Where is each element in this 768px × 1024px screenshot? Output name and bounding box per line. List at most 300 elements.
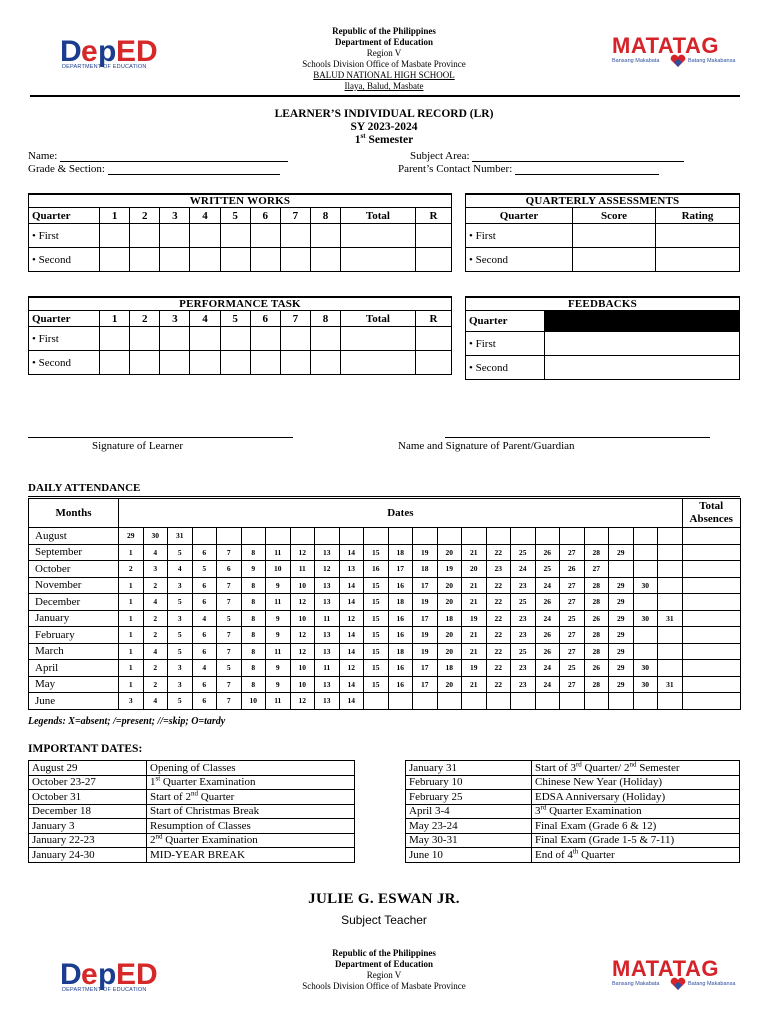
att-date-cell[interactable]: 23 [511, 577, 536, 594]
att-date-cell[interactable]: 24 [535, 660, 560, 677]
att-date-cell[interactable] [658, 643, 683, 660]
att-date-cell[interactable]: 5 [217, 660, 242, 677]
att-date-cell[interactable] [633, 693, 658, 710]
att-date-cell[interactable]: 14 [339, 544, 364, 561]
att-date-cell[interactable]: 11 [315, 610, 340, 627]
att-date-cell[interactable]: 6 [192, 676, 217, 693]
att-date-cell[interactable]: 22 [486, 594, 511, 611]
att-date-cell[interactable]: 11 [266, 643, 291, 660]
att-date-cell[interactable]: 8 [241, 660, 266, 677]
att-month-label: February [29, 627, 119, 644]
att-date-cell[interactable]: 5 [168, 594, 193, 611]
att-date-cell[interactable]: 7 [217, 676, 242, 693]
att-date-cell[interactable] [437, 528, 462, 545]
att-date-cell[interactable]: 1 [119, 660, 144, 677]
att-date-cell[interactable]: 6 [192, 544, 217, 561]
att-date-cell[interactable]: 2 [143, 577, 168, 594]
att-date-cell[interactable]: 26 [535, 544, 560, 561]
att-date-cell[interactable]: 29 [609, 610, 634, 627]
att-date-cell[interactable]: 13 [315, 643, 340, 660]
att-date-cell[interactable]: 21 [462, 594, 487, 611]
grade-section-field[interactable] [28, 163, 280, 175]
att-date-cell[interactable]: 19 [413, 643, 438, 660]
table-row [29, 819, 355, 834]
att-date-cell[interactable]: 17 [413, 676, 438, 693]
att-date-cell[interactable] [388, 693, 413, 710]
important-date: January 31 [406, 761, 532, 776]
att-date-cell[interactable]: 6 [217, 561, 242, 578]
att-date-cell[interactable]: 30 [633, 660, 658, 677]
att-date-cell[interactable]: 8 [241, 610, 266, 627]
footer-matatag-logo [612, 957, 752, 997]
att-date-cell[interactable]: 29 [609, 594, 634, 611]
att-date-cell[interactable] [462, 693, 487, 710]
att-date-cell[interactable]: 22 [486, 643, 511, 660]
table-row [29, 761, 355, 776]
att-date-cell[interactable]: 4 [168, 561, 193, 578]
att-date-cell[interactable]: 8 [241, 577, 266, 594]
att-date-cell[interactable]: 9 [266, 610, 291, 627]
att-date-cell[interactable]: 2 [143, 610, 168, 627]
att-date-cell[interactable] [364, 693, 389, 710]
att-date-cell[interactable]: 10 [290, 660, 315, 677]
att-date-cell[interactable]: 10 [266, 561, 291, 578]
att-date-cell[interactable]: 19 [413, 627, 438, 644]
att-date-cell[interactable]: 17 [413, 610, 438, 627]
att-date-cell[interactable]: 5 [168, 643, 193, 660]
att-date-cell[interactable]: 8 [241, 594, 266, 611]
att-date-cell[interactable]: 14 [339, 643, 364, 660]
att-date-cell[interactable]: 27 [560, 544, 585, 561]
att-date-cell[interactable]: 20 [437, 544, 462, 561]
att-date-cell[interactable]: 3 [168, 660, 193, 677]
att-date-cell[interactable]: 29 [609, 660, 634, 677]
att-date-cell[interactable] [486, 693, 511, 710]
att-date-cell[interactable] [609, 561, 634, 578]
att-date-cell[interactable]: 29 [119, 528, 144, 545]
att-date-cell[interactable]: 29 [609, 627, 634, 644]
att-date-cell[interactable]: 3 [168, 610, 193, 627]
att-date-cell[interactable]: 7 [217, 693, 242, 710]
att-date-cell[interactable]: 22 [486, 676, 511, 693]
att-date-cell[interactable]: 13 [315, 594, 340, 611]
att-date-cell[interactable]: 28 [584, 643, 609, 660]
svg-text:e: e [81, 958, 98, 991]
att-date-cell[interactable]: 15 [364, 610, 389, 627]
att-date-cell[interactable]: 29 [609, 643, 634, 660]
att-date-cell[interactable]: 15 [364, 676, 389, 693]
att-date-cell[interactable] [633, 643, 658, 660]
att-date-cell[interactable]: 19 [413, 544, 438, 561]
att-date-cell[interactable]: 21 [462, 577, 487, 594]
att-date-cell[interactable]: 29 [609, 676, 634, 693]
att-date-cell[interactable] [413, 528, 438, 545]
att-date-cell[interactable]: 24 [535, 610, 560, 627]
att-date-cell[interactable]: 6 [192, 594, 217, 611]
att-date-cell[interactable]: 15 [364, 544, 389, 561]
att-date-cell[interactable]: 17 [413, 660, 438, 677]
att-date-cell[interactable]: 16 [388, 577, 413, 594]
att-date-cell[interactable]: 7 [217, 577, 242, 594]
att-date-cell[interactable] [560, 693, 585, 710]
learner-signature-line[interactable] [28, 437, 293, 438]
att-date-cell[interactable]: 20 [437, 594, 462, 611]
att-date-cell[interactable]: 31 [168, 528, 193, 545]
att-date-cell[interactable]: 18 [413, 561, 438, 578]
att-date-cell[interactable]: 31 [658, 676, 683, 693]
att-date-cell[interactable]: 28 [584, 676, 609, 693]
att-date-cell[interactable]: 8 [241, 676, 266, 693]
att-date-cell[interactable] [217, 528, 242, 545]
att-date-cell[interactable]: 22 [486, 660, 511, 677]
att-date-cell[interactable]: 21 [462, 676, 487, 693]
att-date-cell[interactable] [241, 528, 266, 545]
att-date-cell[interactable] [658, 693, 683, 710]
att-date-cell[interactable] [658, 577, 683, 594]
att-date-cell[interactable] [658, 627, 683, 644]
att-date-cell[interactable]: 5 [168, 627, 193, 644]
att-date-cell[interactable]: 28 [584, 627, 609, 644]
att-total-absences-cell[interactable] [682, 693, 740, 710]
att-date-cell[interactable]: 7 [217, 544, 242, 561]
att-total-absences-cell[interactable] [682, 561, 740, 578]
att-total-absences-cell[interactable] [682, 594, 740, 611]
att-date-cell[interactable]: 1 [119, 610, 144, 627]
att-date-cell[interactable]: 27 [560, 676, 585, 693]
att-date-cell[interactable]: 25 [560, 660, 585, 677]
important-date: December 18 [29, 804, 147, 819]
att-date-cell[interactable]: 15 [364, 594, 389, 611]
att-date-cell[interactable]: 2 [143, 676, 168, 693]
table-row [29, 643, 741, 660]
att-date-cell[interactable]: 12 [290, 544, 315, 561]
att-date-cell[interactable]: 9 [241, 561, 266, 578]
att-date-cell[interactable]: 20 [462, 561, 487, 578]
att-date-cell[interactable]: 14 [339, 627, 364, 644]
att-total-absences-cell[interactable] [682, 643, 740, 660]
att-date-cell[interactable]: 13 [315, 693, 340, 710]
att-date-cell[interactable] [290, 528, 315, 545]
att-date-cell[interactable]: 4 [192, 610, 217, 627]
att-date-cell[interactable]: 30 [143, 528, 168, 545]
att-date-cell[interactable]: 26 [560, 561, 585, 578]
qa-row-second: • Second [466, 248, 573, 272]
att-total-absences-cell[interactable] [682, 627, 740, 644]
att-date-cell[interactable]: 22 [486, 577, 511, 594]
att-date-cell[interactable]: 28 [584, 594, 609, 611]
fb-row-second: • Second [466, 356, 545, 380]
parent-contact-field[interactable] [398, 163, 659, 175]
att-date-cell[interactable]: 15 [364, 643, 389, 660]
att-total-absences-cell[interactable] [682, 544, 740, 561]
att-date-cell[interactable]: 1 [119, 577, 144, 594]
att-date-cell[interactable]: 31 [658, 610, 683, 627]
att-date-cell[interactable]: 11 [266, 544, 291, 561]
att-date-cell[interactable]: 14 [339, 577, 364, 594]
att-date-cell[interactable]: 20 [437, 627, 462, 644]
att-date-cell[interactable]: 28 [584, 544, 609, 561]
table-row [466, 248, 740, 272]
att-date-cell[interactable]: 26 [535, 594, 560, 611]
att-total-absences-cell[interactable] [682, 528, 740, 545]
att-date-cell[interactable] [633, 528, 658, 545]
pt-header: 1 [100, 311, 130, 327]
qa-header-quarter: Quarter [466, 208, 573, 224]
att-date-cell[interactable]: 4 [192, 660, 217, 677]
att-date-cell[interactable]: 16 [364, 561, 389, 578]
att-date-cell[interactable]: 2 [143, 627, 168, 644]
svg-text:ED: ED [116, 35, 158, 68]
att-date-cell[interactable]: 1 [119, 643, 144, 660]
att-date-cell[interactable]: 6 [192, 577, 217, 594]
att-date-cell[interactable]: 4 [143, 594, 168, 611]
att-date-cell[interactable]: 21 [462, 643, 487, 660]
att-date-cell[interactable]: 12 [339, 660, 364, 677]
att-date-cell[interactable]: 19 [437, 561, 462, 578]
att-date-cell[interactable]: 5 [168, 693, 193, 710]
att-date-cell[interactable]: 9 [266, 577, 291, 594]
att-date-cell[interactable]: 23 [511, 660, 536, 677]
ww-header: 6 [250, 208, 280, 224]
att-date-cell[interactable]: 30 [633, 610, 658, 627]
att-date-cell[interactable]: 24 [535, 577, 560, 594]
att-date-cell[interactable]: 16 [388, 676, 413, 693]
att-date-cell[interactable]: 12 [290, 643, 315, 660]
att-date-cell[interactable] [633, 594, 658, 611]
subject-area-field[interactable] [410, 150, 684, 162]
att-date-cell[interactable]: 12 [290, 693, 315, 710]
att-date-cell[interactable]: 1 [119, 676, 144, 693]
att-date-cell[interactable]: 26 [535, 643, 560, 660]
att-date-cell[interactable]: 4 [143, 693, 168, 710]
att-date-cell[interactable] [511, 528, 536, 545]
att-total-absences-cell[interactable] [682, 676, 740, 693]
att-date-cell[interactable]: 20 [437, 676, 462, 693]
att-date-cell[interactable]: 4 [143, 544, 168, 561]
att-month-label: December [29, 594, 119, 611]
att-date-cell[interactable]: 23 [486, 561, 511, 578]
att-date-cell[interactable]: 25 [535, 561, 560, 578]
att-date-cell[interactable]: 16 [388, 627, 413, 644]
att-total-absences-cell[interactable] [682, 577, 740, 594]
att-date-cell[interactable]: 6 [192, 693, 217, 710]
att-date-cell[interactable]: 19 [413, 594, 438, 611]
att-date-cell[interactable] [364, 528, 389, 545]
att-date-cell[interactable]: 27 [560, 577, 585, 594]
att-date-cell[interactable]: 11 [266, 693, 291, 710]
att-date-cell[interactable]: 15 [364, 660, 389, 677]
att-date-cell[interactable]: 25 [511, 594, 536, 611]
att-date-cell[interactable]: 23 [511, 676, 536, 693]
att-date-cell[interactable] [658, 660, 683, 677]
att-total-absences-cell[interactable] [682, 610, 740, 627]
att-date-cell[interactable] [388, 528, 413, 545]
att-date-cell[interactable] [266, 528, 291, 545]
att-date-cell[interactable]: 2 [119, 561, 144, 578]
quarterly-assessments-title: QUARTERLY ASSESSMENTS [466, 194, 740, 208]
att-date-cell[interactable]: 29 [609, 577, 634, 594]
att-date-cell[interactable] [511, 693, 536, 710]
att-date-cell[interactable]: 7 [217, 643, 242, 660]
pt-header-total: Total [341, 311, 416, 327]
att-date-cell[interactable]: 26 [584, 610, 609, 627]
att-header-dates: Dates [119, 499, 683, 528]
att-date-cell[interactable]: 16 [388, 610, 413, 627]
att-date-cell[interactable] [658, 594, 683, 611]
att-date-cell[interactable]: 11 [290, 561, 315, 578]
att-date-cell[interactable]: 24 [511, 561, 536, 578]
att-date-cell[interactable]: 10 [290, 610, 315, 627]
att-date-cell[interactable] [633, 627, 658, 644]
att-date-cell[interactable]: 13 [315, 544, 340, 561]
att-date-cell[interactable]: 22 [486, 544, 511, 561]
att-date-cell[interactable]: 8 [241, 544, 266, 561]
att-date-cell[interactable]: 26 [584, 660, 609, 677]
att-date-cell[interactable]: 23 [511, 610, 536, 627]
att-date-cell[interactable]: 13 [315, 577, 340, 594]
att-date-cell[interactable]: 1 [119, 544, 144, 561]
att-date-cell[interactable] [535, 528, 560, 545]
att-date-cell[interactable]: 14 [339, 594, 364, 611]
att-header-months: Months [29, 499, 119, 528]
att-date-cell[interactable]: 6 [192, 627, 217, 644]
att-date-cell[interactable]: 12 [290, 594, 315, 611]
att-date-cell[interactable] [486, 528, 511, 545]
att-date-cell[interactable] [560, 528, 585, 545]
att-date-cell[interactable]: 9 [266, 660, 291, 677]
att-date-cell[interactable] [584, 693, 609, 710]
att-date-cell[interactable] [633, 544, 658, 561]
att-date-cell[interactable]: 1 [119, 627, 144, 644]
att-date-cell[interactable]: 9 [266, 627, 291, 644]
att-date-cell[interactable]: 22 [486, 627, 511, 644]
att-date-cell[interactable]: 13 [339, 561, 364, 578]
att-date-cell[interactable]: 6 [192, 643, 217, 660]
att-date-cell[interactable] [658, 561, 683, 578]
att-date-cell[interactable]: 3 [168, 676, 193, 693]
parent-signature-line[interactable] [445, 437, 710, 438]
att-date-cell[interactable] [609, 693, 634, 710]
att-date-cell[interactable] [658, 544, 683, 561]
att-date-cell[interactable]: 18 [388, 643, 413, 660]
att-date-cell[interactable]: 23 [511, 627, 536, 644]
att-date-cell[interactable]: 27 [560, 643, 585, 660]
att-total-absences-cell[interactable] [682, 660, 740, 677]
important-date: February 25 [406, 790, 532, 805]
att-date-cell[interactable]: 5 [192, 561, 217, 578]
att-date-cell[interactable]: 18 [388, 594, 413, 611]
att-date-cell[interactable]: 3 [143, 561, 168, 578]
att-date-cell[interactable]: 22 [486, 610, 511, 627]
important-date: August 29 [29, 761, 147, 776]
att-date-cell[interactable]: 28 [584, 577, 609, 594]
att-date-cell[interactable] [413, 693, 438, 710]
att-date-cell[interactable]: 21 [462, 627, 487, 644]
att-date-cell[interactable]: 10 [290, 676, 315, 693]
att-date-cell[interactable] [339, 528, 364, 545]
att-date-cell[interactable]: 12 [315, 561, 340, 578]
att-date-cell[interactable]: 19 [462, 610, 487, 627]
att-date-cell[interactable]: 14 [339, 693, 364, 710]
att-date-cell[interactable] [633, 561, 658, 578]
att-date-cell[interactable]: 4 [143, 643, 168, 660]
att-date-cell[interactable]: 19 [462, 660, 487, 677]
att-date-cell[interactable]: 20 [437, 577, 462, 594]
att-date-cell[interactable]: 9 [266, 676, 291, 693]
att-date-cell[interactable]: 12 [339, 610, 364, 627]
att-date-cell[interactable]: 1 [119, 594, 144, 611]
att-date-cell[interactable] [437, 693, 462, 710]
att-date-cell[interactable]: 21 [462, 544, 487, 561]
att-date-cell[interactable] [192, 528, 217, 545]
att-date-cell[interactable]: 7 [217, 627, 242, 644]
att-date-cell[interactable]: 18 [437, 610, 462, 627]
att-date-cell[interactable]: 3 [119, 693, 144, 710]
att-date-cell[interactable]: 17 [413, 577, 438, 594]
important-date: January 24-30 [29, 848, 147, 863]
att-date-cell[interactable]: 20 [437, 643, 462, 660]
att-date-cell[interactable]: 25 [560, 610, 585, 627]
att-date-cell[interactable]: 30 [633, 676, 658, 693]
att-date-cell[interactable] [462, 528, 487, 545]
pt-header: 7 [280, 311, 310, 327]
table-row [29, 577, 741, 594]
att-date-cell[interactable]: 30 [633, 577, 658, 594]
header-region: Region V [366, 48, 402, 58]
att-date-cell[interactable]: 10 [241, 693, 266, 710]
att-date-cell[interactable]: 25 [511, 544, 536, 561]
att-date-cell[interactable] [315, 528, 340, 545]
att-date-cell[interactable]: 16 [388, 660, 413, 677]
att-date-cell[interactable] [609, 528, 634, 545]
att-date-cell[interactable]: 27 [560, 594, 585, 611]
att-date-cell[interactable]: 14 [339, 676, 364, 693]
att-date-cell[interactable]: 15 [364, 577, 389, 594]
att-date-cell[interactable]: 18 [437, 660, 462, 677]
att-date-cell[interactable]: 17 [388, 561, 413, 578]
name-field[interactable] [28, 150, 288, 162]
att-date-cell[interactable]: 5 [217, 610, 242, 627]
att-date-cell[interactable]: 8 [241, 643, 266, 660]
att-date-cell[interactable]: 5 [168, 544, 193, 561]
att-date-cell[interactable]: 15 [364, 627, 389, 644]
att-date-cell[interactable]: 12 [290, 627, 315, 644]
att-date-cell[interactable]: 2 [143, 660, 168, 677]
att-date-cell[interactable]: 7 [217, 594, 242, 611]
att-date-cell[interactable]: 13 [315, 627, 340, 644]
att-date-cell[interactable]: 10 [290, 577, 315, 594]
att-date-cell[interactable] [535, 693, 560, 710]
att-date-cell[interactable]: 27 [584, 561, 609, 578]
att-date-cell[interactable]: 11 [315, 660, 340, 677]
att-date-cell[interactable]: 24 [535, 676, 560, 693]
footer-department: Department of Education [335, 959, 433, 969]
att-date-cell[interactable]: 27 [560, 627, 585, 644]
att-date-cell[interactable] [584, 528, 609, 545]
att-date-cell[interactable]: 26 [535, 627, 560, 644]
att-date-cell[interactable] [658, 528, 683, 545]
teacher-name: JULIE G. ESWAN JR. [308, 891, 460, 907]
att-date-cell[interactable]: 11 [266, 594, 291, 611]
att-date-cell[interactable]: 8 [241, 627, 266, 644]
school-header [234, 26, 534, 92]
att-date-cell[interactable]: 25 [511, 643, 536, 660]
att-date-cell[interactable]: 18 [388, 544, 413, 561]
table-row [29, 790, 355, 805]
att-date-cell[interactable]: 29 [609, 544, 634, 561]
att-date-cell[interactable]: 13 [315, 676, 340, 693]
att-date-cell[interactable]: 3 [168, 577, 193, 594]
